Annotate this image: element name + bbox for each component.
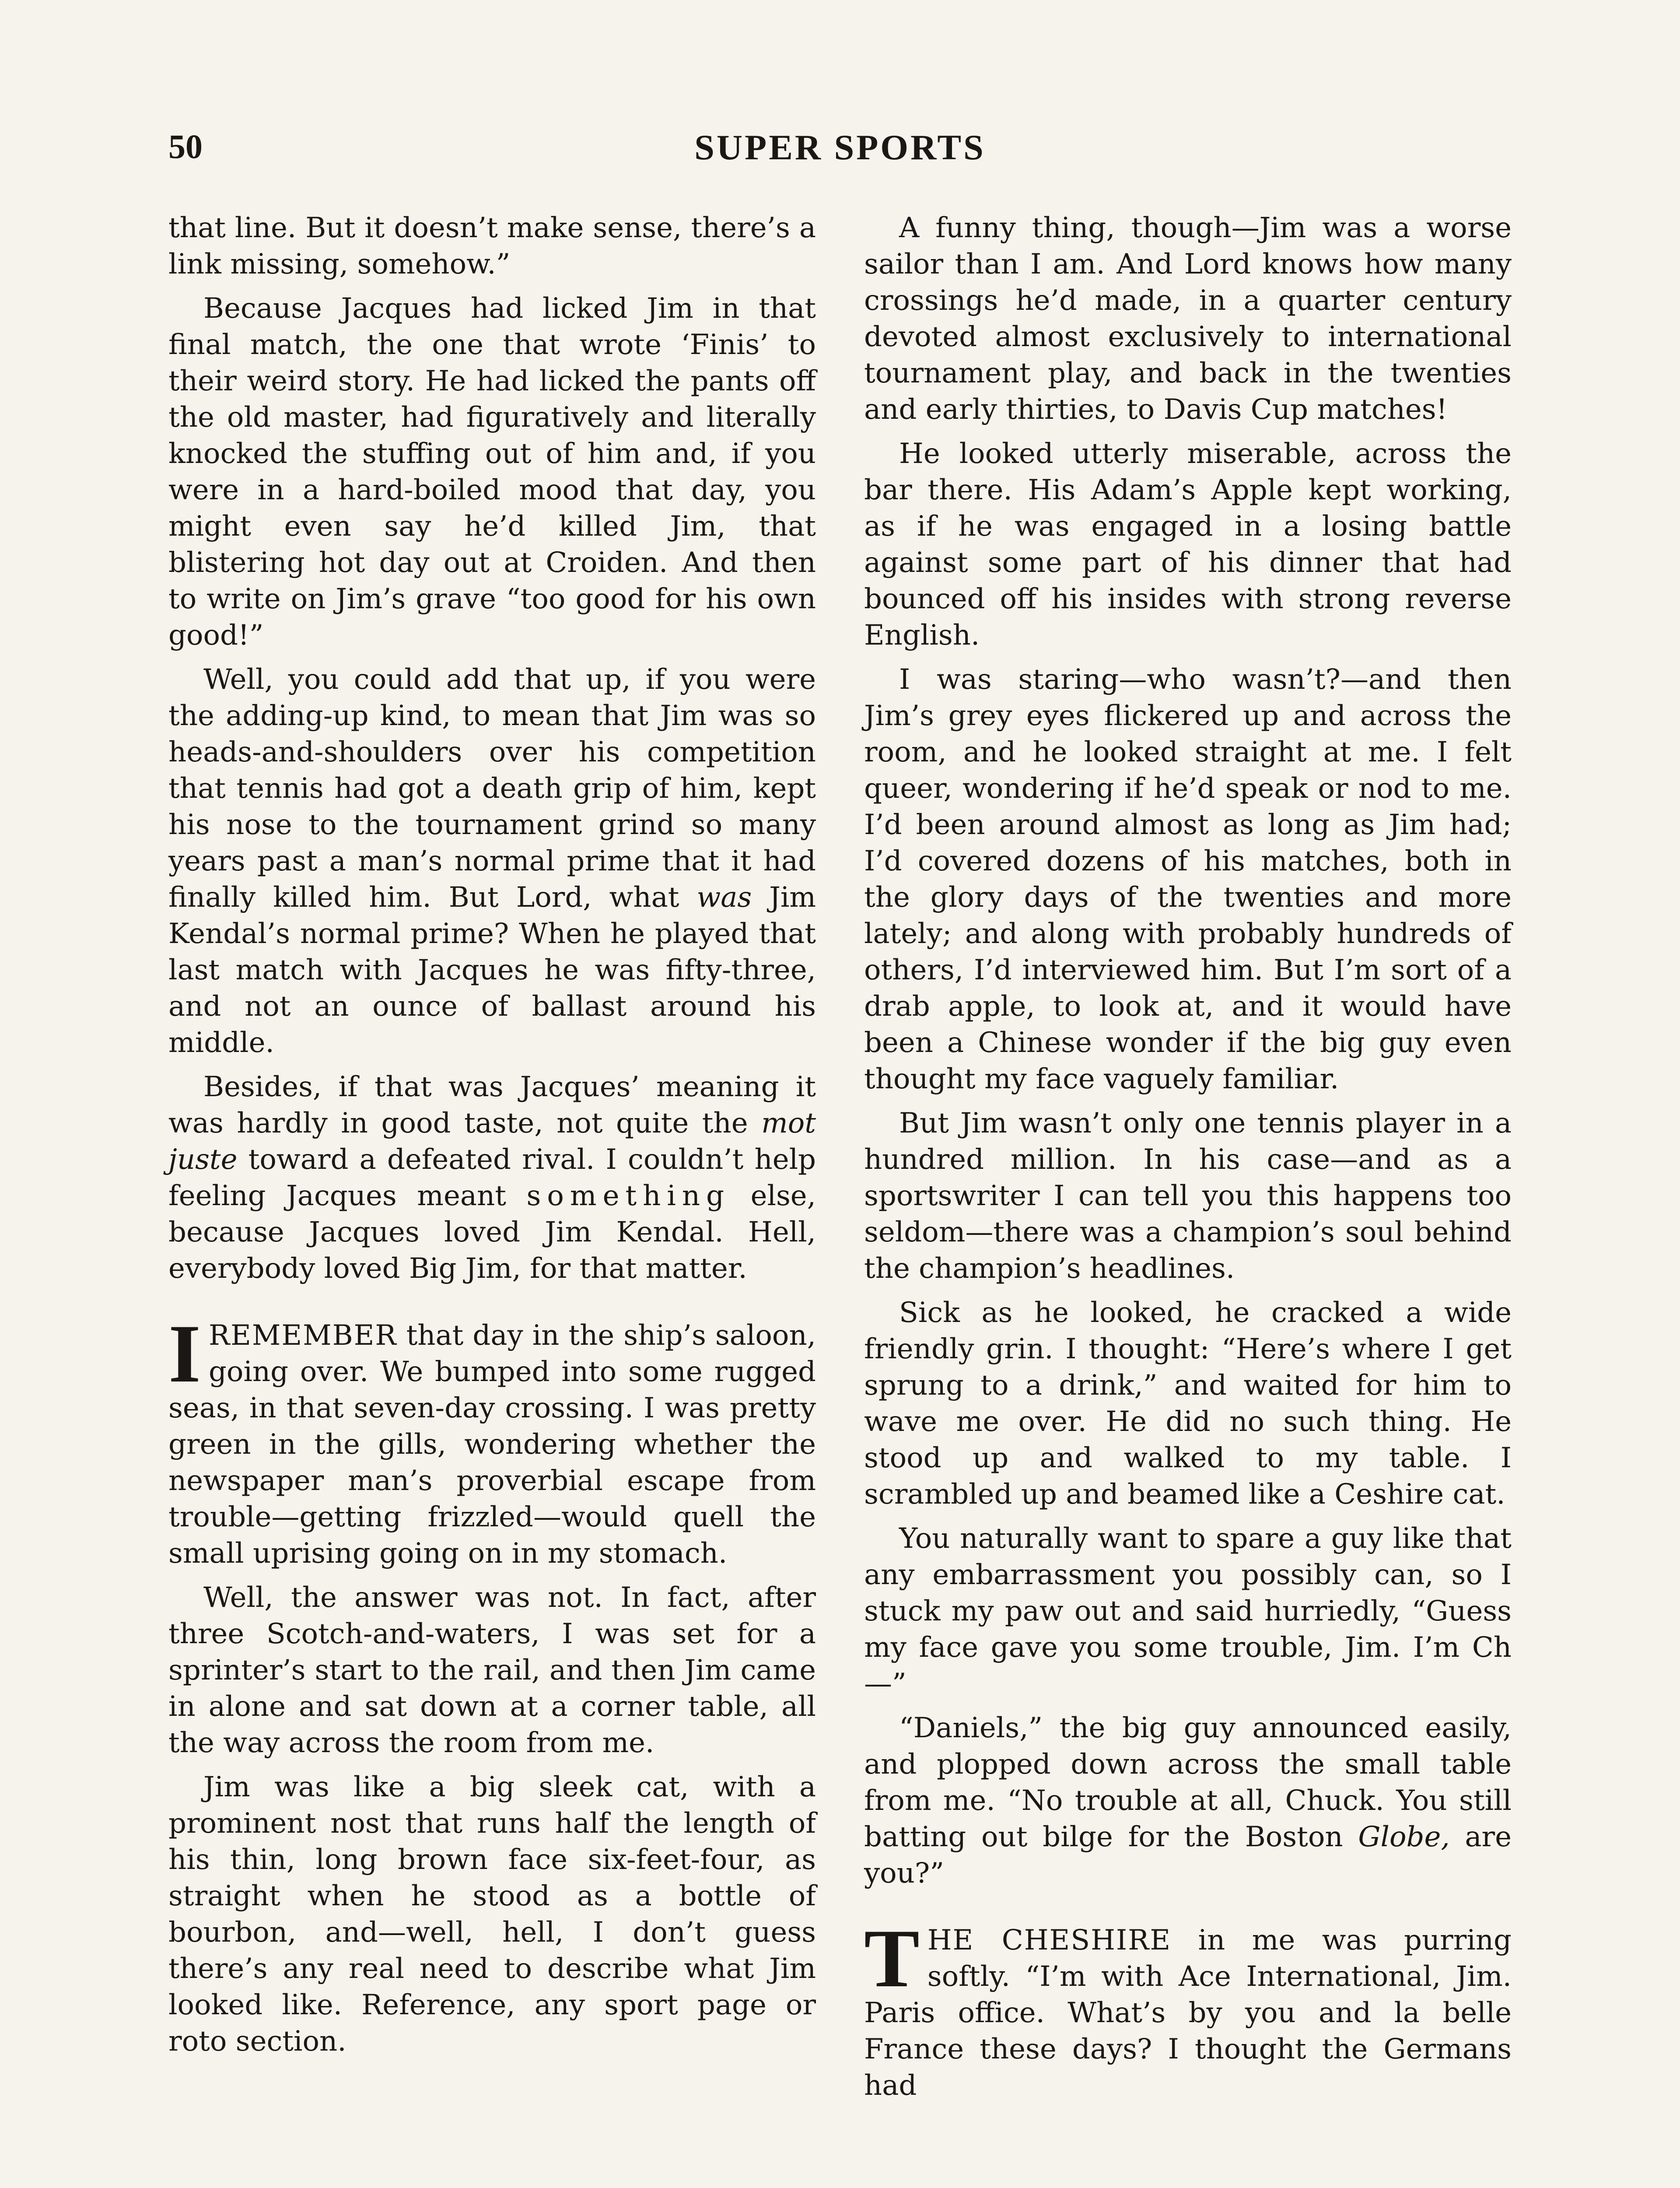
page-number: 50	[168, 127, 203, 165]
spaced-text: something	[526, 1180, 731, 1212]
paragraph-text: else, because Jacques loved Jim Kendal. Hell, everybody loved Big Jim, for that matter.	[168, 1180, 816, 1285]
drop-cap: I	[168, 1308, 201, 1400]
emphasis-text: mot juste	[168, 1107, 816, 1176]
small-caps-lead: REMEMBER	[208, 1319, 397, 1352]
paragraph-text: Besides, if that was Jacques’ meaning it was hardly in good taste, not quite the	[168, 1071, 816, 1140]
left-column	[168, 210, 816, 2068]
section-opening-paragraph	[864, 1913, 1512, 2104]
right-column	[864, 210, 1512, 2112]
section-opening-paragraph	[168, 1308, 816, 1572]
paragraph-text: are you?”	[864, 1821, 1512, 1890]
paragraph-text: “Daniels,” the big guy announced easily, and plopped down across the small table from me. “No trouble at all, Chuck. You still batting out bilge for the Boston	[864, 1712, 1512, 1853]
paragraph-text: toward a defeated rival. I couldn’t help feeling Jacques meant	[168, 1143, 816, 1212]
paragraph: You naturally want to spare a guy like that any embarrassment you possibly can, so I stuck my paw out and said hurriedly, “Guess my face gave you some trouble, Jim. I’m Ch—”	[864, 1522, 1512, 1700]
paragraph	[168, 1069, 816, 1287]
paragraph: A funny thing, though—Jim was a worse sailor than I am. And Lord knows how many crossings he’d made, in a quarter century devoted almost exclusively to international tournament play, and back in the twenties and early thirties, to Davis Cup matches!	[864, 212, 1512, 426]
paragraph-text: in me was purring softly. “I’m with Ace International, Jim. Paris office. What’s by you and la belle France these days? I thought the Germans had	[864, 1924, 1512, 2102]
paragraph-text: Jim Kendal’s normal prime? When he played that last match with Jacques he was fifty-three, and not an ounce of ballast around his middle.	[168, 881, 816, 1059]
paragraph: He looked utterly miserable, across the bar there. His Adam’s Apple kept working, as if he was engaged in a losing battle against some part of his dinner that had bounced off his insides with strong reverse English.	[864, 438, 1512, 652]
paragraph-text: Well, you could add that up, if you were the adding-up kind, to mean that Jim was so heads-and-shoulders over his competition that tennis had got a death grip of him, kept his nose to the tournament grind so many years past a man’s normal prime that it had finally killed him. But Lord, what	[168, 663, 816, 914]
emphasis-text: Globe,	[1358, 1821, 1450, 1853]
paragraph: Jim was like a big sleek cat, with a prominent nost that runs half the length of his thin, long brown face six-feet-four, as straight when he stood as a bottle of bourbon, and—well, hell, I don’t guess there’s any real need to describe what Jim looked like. Reference, any sport page or roto section.	[168, 1771, 816, 2058]
paragraph: Well, the answer was not. In fact, after three Scotch-and-waters, I was set for a sprinter’s start to the rail, and then Jim came in alone and sat down at a corner table, all the way across the room from me.	[168, 1581, 816, 1759]
page-header	[168, 127, 1512, 179]
drop-cap: T	[864, 1913, 920, 2005]
paragraph: But Jim wasn’t only one tennis player in a hundred million. In his case—and as a sportswriter I can tell you this happens too seldom—there was a champion’s soul behind the champion’s headlines.	[864, 1107, 1512, 1285]
paragraph	[864, 1710, 1512, 1892]
paragraph-text: that day in the ship’s saloon, going over. We bumped into some rugged seas, in that seven-day crossing. I was pretty green in the gills, wondering whether the newspaper man’s proverbial escape from trouble—getting frizzled—would quell the small uprising going on in my stomach.	[168, 1319, 816, 1570]
emphasis-text: was	[696, 881, 752, 914]
paragraph	[168, 662, 816, 1061]
paragraph: Sick as he looked, he cracked a wide friendly grin. I thought: “Here’s where I get sprung to a drink,” and waited for him to wave me over. He did no such thing. He stood up and walked to my table. I scrambled up and beamed like a Ceshire cat.	[864, 1297, 1512, 1511]
running-title: SUPER SPORTS	[694, 127, 986, 167]
article-body	[168, 210, 1512, 2188]
paragraph: Because Jacques had licked Jim in that final match, the one that wrote ‘Finis’ to their weird story. He had licked the pants off the old master, had figuratively and literally knocked the stuffing out of him and, if you were in a hard-boiled mood that day, you might even say he’d killed Jim, that blistering hot day out at Croiden. And then to write on Jim’s grave “too good for his own good!”	[168, 292, 816, 652]
paragraph: I was staring—who wasn’t?—and then Jim’s grey eyes flickered up and across the room, and he looked straight at me. I felt queer, wondering if he’d speak or nod to me. I’d been around almost as long as Jim had; I’d covered dozens of his matches, both in the glory days of the twenties and more lately; and along with probably hundreds of others, I’d interviewed him. But I’m sort of a drab apple, to look at, and it would have been a Chinese wonder if the big guy even thought my face vaguely familiar.	[864, 663, 1512, 1095]
small-caps-lead: HE CHESHIRE	[927, 1924, 1172, 1957]
paragraph: that line. But it doesn’t make sense, there’s a link missing, somehow.”	[168, 212, 816, 281]
